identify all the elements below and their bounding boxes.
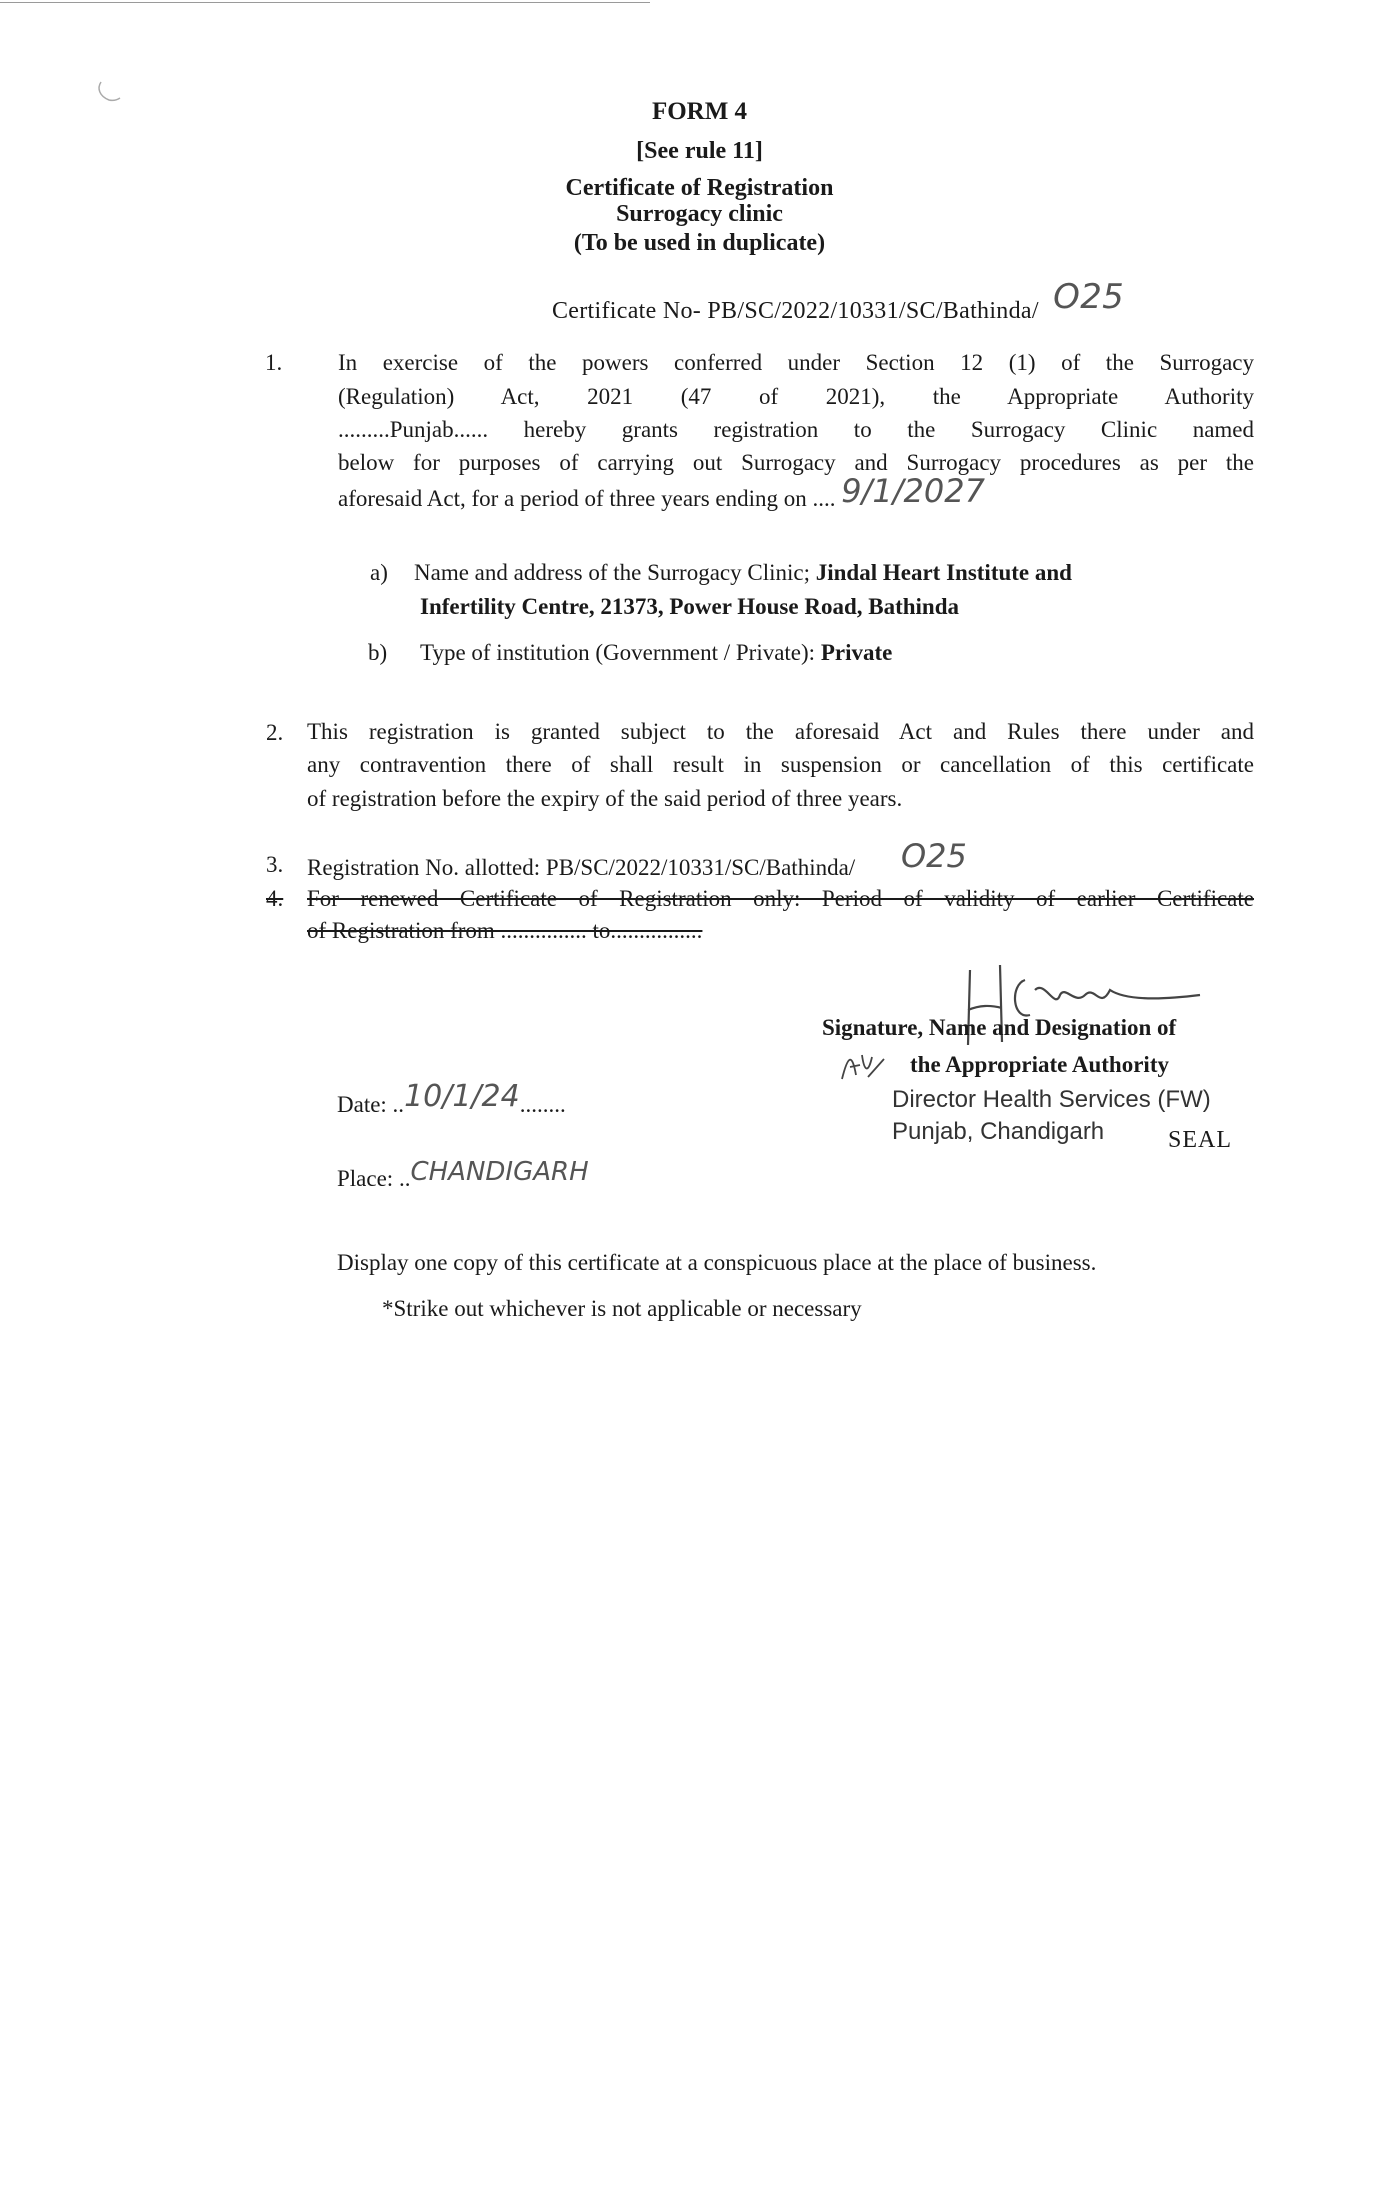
item-a-text: Name and address of the Surrogacy Clinic; xyxy=(414,560,816,585)
seal-label: SEAL xyxy=(1168,1127,1232,1153)
place-handwritten: CHANDIGARH xyxy=(410,1157,589,1187)
signature-label-line2: the Appropriate Authority xyxy=(910,1052,1169,1077)
place-label: Place: .. xyxy=(337,1166,411,1191)
signature-label-line1: Signature, Name and Designation of xyxy=(822,1015,1177,1040)
item-a-label: a) xyxy=(370,560,388,585)
date-line xyxy=(337,1079,566,1121)
para1-line5 xyxy=(338,472,985,515)
stamp-location: Punjab, Chandigarh xyxy=(892,1118,1105,1145)
para1-line2: (Regulation) Act, 2021 (47 of 2021), the Appropriate Authority xyxy=(338,384,1254,409)
item-a-line1 xyxy=(414,556,1254,589)
para3-number: 3. xyxy=(266,852,284,877)
para1-line1: In exercise of the powers conferred under Section 12 (1) of the Surrogacy xyxy=(338,350,1254,375)
para2-line2: any contravention there of shall result in suspension or cancellation of this certificate xyxy=(307,752,1254,777)
stamp-director: Director Health Services (FW) xyxy=(892,1086,1211,1113)
registration-number-handwritten: O25 xyxy=(900,837,967,875)
para3-line xyxy=(307,837,967,884)
date-handwritten: 10/1/24 xyxy=(404,1079,520,1114)
para1-line3: .........Punjab...... hereby grants registration to the Surrogacy Clinic named xyxy=(338,417,1254,442)
footer-display-note: Display one copy of this certificate at a conspicuous place at the place of business. xyxy=(337,1250,1097,1275)
para1-line5-text: aforesaid Act, for a period of three years ending on .... xyxy=(338,486,836,511)
expiry-date-handwritten: 9/1/2027 xyxy=(841,472,985,510)
certificate-number xyxy=(552,277,1125,327)
institution-type: Private xyxy=(820,640,893,665)
place-line xyxy=(337,1157,589,1195)
para4-line1: For renewed Certificate of Registration only: Period of validity of earlier Certificate xyxy=(307,886,1254,911)
clinic-address: Infertility Centre, 21373, Power House Road, Bathinda xyxy=(420,594,959,619)
clinic-name: Jindal Heart Institute and xyxy=(815,560,1072,585)
para2-line3: of registration before the expiry of the said period of three years. xyxy=(307,786,903,811)
para4-number: 4. xyxy=(266,886,284,911)
item-b-label: b) xyxy=(368,640,388,665)
certificate-number-label: Certificate No- PB/SC/2022/10331/SC/Bathinda/ xyxy=(552,298,1039,324)
date-trail: ........ xyxy=(519,1092,566,1117)
top-border-line xyxy=(0,2,650,3)
date-label: Date: .. xyxy=(337,1092,405,1117)
para1-line4: below for purposes of carrying out Surrogacy and Surrogacy procedures as per the xyxy=(338,450,1254,475)
item-b-text: Type of institution (Government / Private): xyxy=(420,640,821,665)
item-b-line xyxy=(420,636,892,669)
registration-number: Registration No. allotted: PB/SC/2022/10331/SC/Bathinda/ xyxy=(307,855,856,880)
title-duplicate: (To be used in duplicate) xyxy=(573,230,826,256)
title-surrogacy-clinic: Surrogacy clinic xyxy=(616,201,783,227)
para1-number: 1. xyxy=(265,350,283,375)
certificate-number-handwritten: O25 xyxy=(1053,277,1125,317)
footer-strike-note: *Strike out whichever is not applicable or necessary xyxy=(382,1296,862,1321)
para2-number: 2. xyxy=(266,720,284,745)
para4-line2: of Registration from ............... to................ xyxy=(307,918,703,943)
title-certificate-of-registration: Certificate of Registration xyxy=(565,175,834,201)
initials-scribble-icon xyxy=(838,1045,888,1085)
form-title: FORM 4 xyxy=(651,98,748,125)
rule-reference: [See rule 11] xyxy=(636,138,763,164)
para2-line1: This registration is granted subject to the aforesaid Act and Rules there under and xyxy=(307,719,1254,744)
